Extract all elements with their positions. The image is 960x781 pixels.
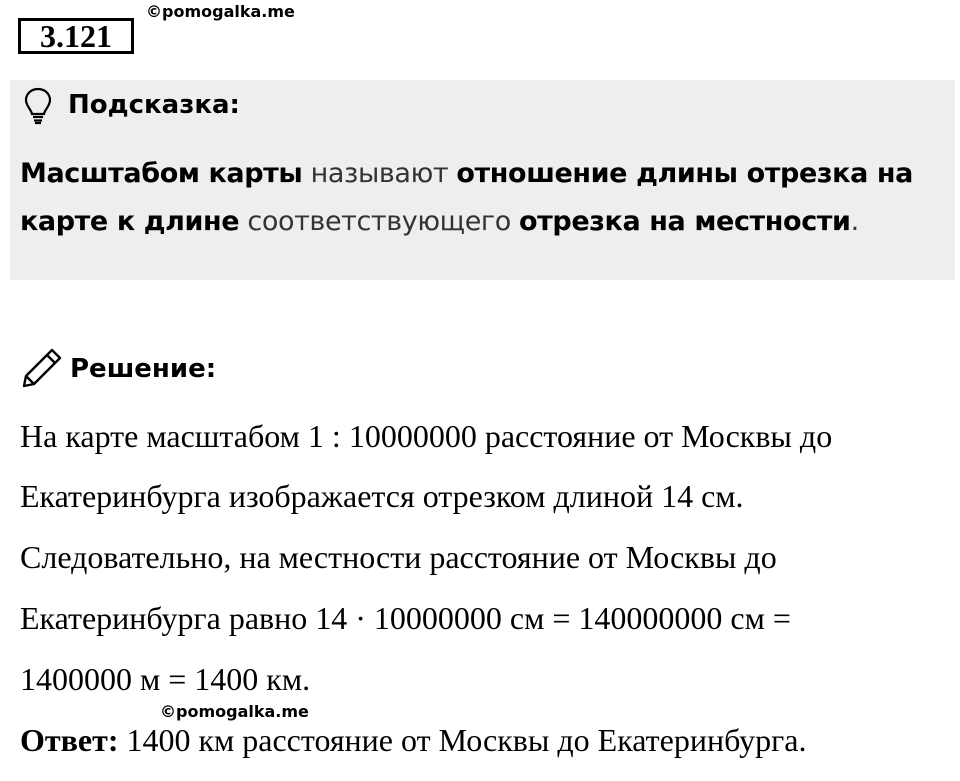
hint-text-segment: называют: [302, 158, 457, 189]
watermark-top: ©pomogalka.me: [146, 2, 295, 21]
lightbulb-icon: [22, 86, 54, 126]
hint-text-segment: отрезка на местности: [519, 206, 851, 237]
solution-line: На карте масштабом 1 : 10000000 расстояние от Москвы до: [20, 418, 833, 454]
watermark-bottom: ©pomogalka.me: [160, 702, 309, 721]
answer-label: Ответ:: [20, 722, 119, 758]
hint-heading: Подсказка:: [68, 90, 240, 120]
solution-line: Екатеринбурга изображается отрезком длиной 14 см.: [20, 478, 744, 514]
solution-line: Екатеринбурга равно 14 · 10000000 см = 140000000 см =: [20, 600, 791, 636]
hint-text-segment: .: [850, 206, 859, 237]
hint-text-segment: отношение длины отрезка на карте к длине: [20, 158, 913, 237]
answer: [20, 722, 806, 759]
pencil-icon: [20, 346, 64, 390]
hint-text-segment: Масштабом карты: [20, 158, 303, 189]
hint-text-segment: соответствующего: [239, 206, 520, 237]
solution-line: 1400000 м = 1400 км.: [20, 661, 311, 697]
problem-number: 3.121: [18, 18, 134, 54]
solution-heading: Решение:: [70, 354, 217, 384]
hint-text: [20, 150, 940, 246]
solution-line: Следовательно, на местности расстояние от Москвы до: [20, 539, 777, 575]
answer-text: 1400 км расстояние от Москвы до Екатеринбурга.: [118, 722, 807, 758]
